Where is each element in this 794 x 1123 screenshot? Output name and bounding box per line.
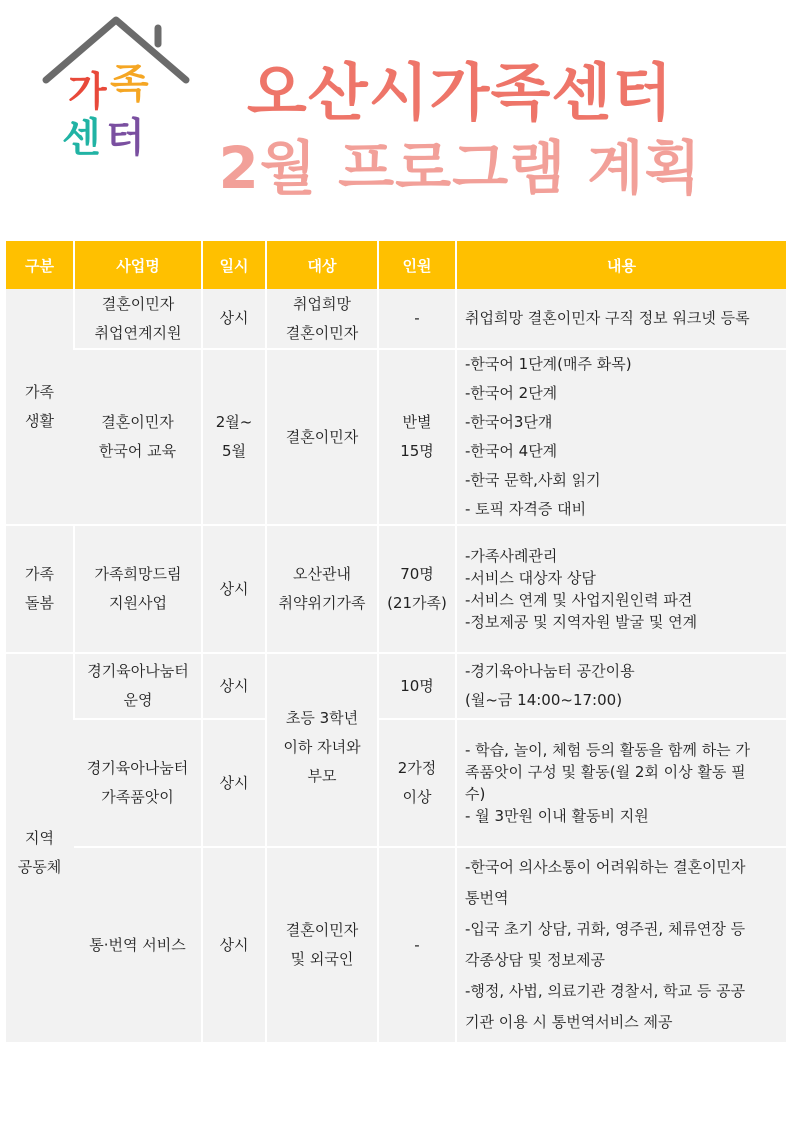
logo-char-2: 족 — [110, 61, 149, 107]
logo — [38, 14, 194, 164]
category-cell: 지역 공동체 — [6, 653, 74, 1043]
header-time: 일시 — [202, 241, 266, 289]
table-row — [6, 847, 786, 1043]
table-header-row — [6, 241, 786, 289]
category-cell: 가족 돌봄 — [6, 525, 74, 653]
program-name-cell: 통·번역 서비스 — [74, 847, 202, 1043]
content-cell: - 학습, 놀이, 체험 등의 활동을 함께 하는 가 족품앗이 구성 및 활동(월 2회 이상 활동 필 수) - 월 3만원 이내 활동비 지원 — [456, 719, 786, 847]
category-cell: 가족 생활 — [6, 289, 74, 525]
content-cell: 취업희망 결혼이민자 구직 정보 워크넷 등록 — [456, 289, 786, 349]
content-cell: -한국어 의사소통이 어려워하는 결혼이민자 통번역 -입국 초기 상담, 귀화, 영주권, 체류연장 등 각종상담 및 정보제공 -행정, 사법, 의료기관 경찰서, 학교 등 공공 기관 이용 시 통번역서비스 제공 — [456, 847, 786, 1043]
table-row — [6, 653, 786, 719]
program-name-cell: 경기육아나눔터 가족품앗이 — [74, 719, 202, 847]
header-program: 사업명 — [74, 241, 202, 289]
header-count: 인원 — [378, 241, 456, 289]
program-name-cell: 결혼이민자 한국어 교육 — [74, 349, 202, 525]
count-cell: - — [378, 289, 456, 349]
table-row — [6, 349, 786, 525]
program-name-cell: 결혼이민자 취업연계지원 — [74, 289, 202, 349]
time-cell: 상시 — [202, 719, 266, 847]
table-row — [6, 289, 786, 349]
content-cell: -경기육아나눔터 공간이용 (월~금 14:00~17:00) — [456, 653, 786, 719]
count-cell: - — [378, 847, 456, 1043]
header-content: 내용 — [456, 241, 786, 289]
logo-char-1: 가 — [68, 69, 107, 115]
count-cell: 70명 (21가족) — [378, 525, 456, 653]
program-table — [6, 241, 786, 1044]
logo-char-3: 센 — [62, 115, 101, 161]
program-name-cell: 경기육아나눔터 운영 — [74, 653, 202, 719]
header-category: 구분 — [6, 241, 74, 289]
time-cell: 상시 — [202, 289, 266, 349]
page-title: 오산시가족센터 — [246, 56, 674, 129]
table-row — [6, 719, 786, 847]
target-cell: 오산관내 취약위기가족 — [266, 525, 378, 653]
time-cell: 상시 — [202, 653, 266, 719]
target-cell: 취업희망 결혼이민자 — [266, 289, 378, 349]
time-cell: 상시 — [202, 847, 266, 1043]
content-cell: -가족사례관리 -서비스 대상자 상담 -서비스 연계 및 사업지원인력 파견 -정보제공 및 지역자원 발굴 및 연계 — [456, 525, 786, 653]
target-cell: 결혼이민자 및 외국인 — [266, 847, 378, 1043]
count-cell: 10명 — [378, 653, 456, 719]
time-cell: 2월~ 5월 — [202, 349, 266, 525]
count-cell: 2가정 이상 — [378, 719, 456, 847]
page-subtitle: 2월 프로그램 계획 — [218, 134, 702, 202]
target-cell: 결혼이민자 — [266, 349, 378, 525]
content-cell: -한국어 1단계(매주 화목) -한국어 2단계 -한국어3단걔 -한국어 4단계 -한국 문학,사회 읽기 - 토픽 자격증 대비 — [456, 349, 786, 525]
target-cell: 초등 3학년 이하 자녀와 부모 — [266, 653, 378, 847]
table-row — [6, 525, 786, 653]
count-cell: 반별 15명 — [378, 349, 456, 525]
program-name-cell: 가족희망드림 지원사업 — [74, 525, 202, 653]
logo-char-4: 터 — [106, 115, 145, 161]
time-cell: 상시 — [202, 525, 266, 653]
header-target: 대상 — [266, 241, 378, 289]
